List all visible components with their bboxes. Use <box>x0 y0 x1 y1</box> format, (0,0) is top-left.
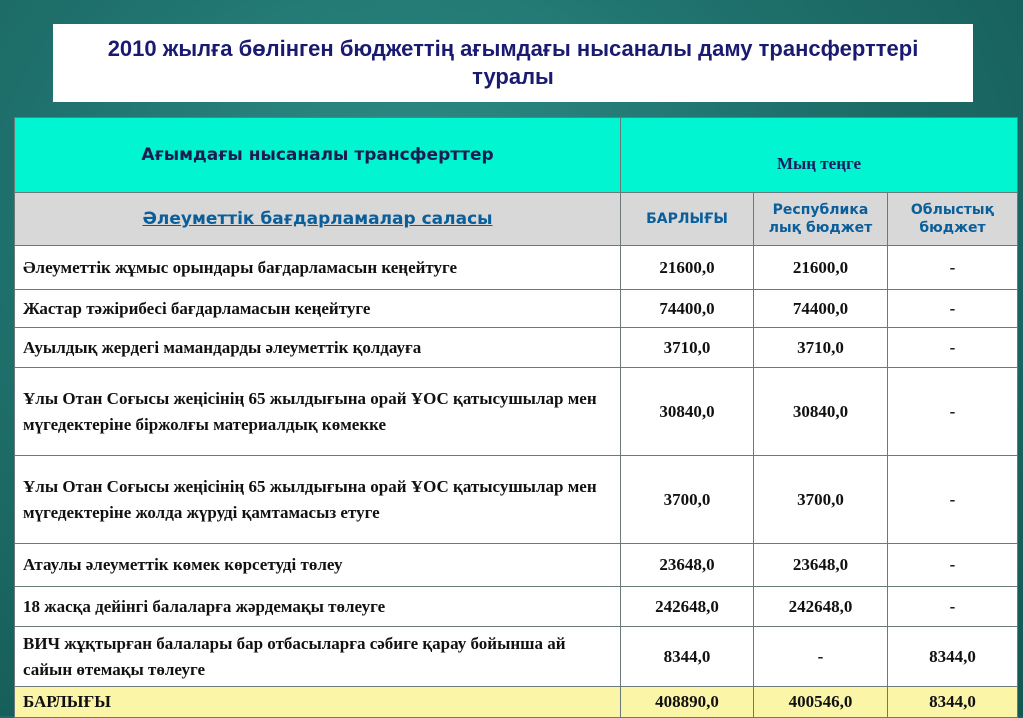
row-oblast: - <box>888 587 1018 627</box>
transfers-table <box>14 117 1018 718</box>
table-row <box>15 246 1018 290</box>
total-row <box>15 687 1018 718</box>
total-total: 408890,0 <box>621 687 754 718</box>
row-label: Ауылдық жердегі мамандарды әлеуметтік қолдауға <box>15 328 621 368</box>
row-label: Ұлы Отан Соғысы жеңісінің 65 жылдығына орай ҰОС қатысушылар мен мүгедектеріне жолда жүруді қамтамасыз етуге <box>15 456 621 544</box>
row-republic: 3710,0 <box>754 328 888 368</box>
row-republic: 21600,0 <box>754 246 888 290</box>
row-label: 18 жасқа дейінгі балаларға жәрдемақы төлеуге <box>15 587 621 627</box>
section-title: Әлеуметтік бағдарламалар саласы <box>15 193 621 246</box>
row-oblast: - <box>888 328 1018 368</box>
col-header-republic: Республика лық бюджет <box>754 193 888 246</box>
row-total: 8344,0 <box>621 627 754 687</box>
row-oblast: 8344,0 <box>888 627 1018 687</box>
row-total: 3710,0 <box>621 328 754 368</box>
col-header-total: БАРЛЫҒЫ <box>621 193 754 246</box>
table-row <box>15 368 1018 456</box>
table-row <box>15 587 1018 627</box>
row-republic: 23648,0 <box>754 544 888 587</box>
row-republic: - <box>754 627 888 687</box>
row-republic: 3700,0 <box>754 456 888 544</box>
row-label: ВИЧ жұқтырған балалары бар отбасыларға сәбиге қарау бойынша ай сайын өтемақы төлеуге <box>15 627 621 687</box>
row-oblast: - <box>888 456 1018 544</box>
row-oblast: - <box>888 290 1018 328</box>
total-oblast: 8344,0 <box>888 687 1018 718</box>
row-total: 30840,0 <box>621 368 754 456</box>
row-total: 74400,0 <box>621 290 754 328</box>
title-line-2: туралы <box>472 64 554 89</box>
table-row <box>15 328 1018 368</box>
total-republic: 400546,0 <box>754 687 888 718</box>
row-total: 21600,0 <box>621 246 754 290</box>
row-total: 23648,0 <box>621 544 754 587</box>
row-republic: 30840,0 <box>754 368 888 456</box>
table-row <box>15 544 1018 587</box>
row-republic: 242648,0 <box>754 587 888 627</box>
table-header-row <box>15 118 1018 193</box>
row-oblast: - <box>888 544 1018 587</box>
row-label: Жастар тәжірибесі бағдарламасын кеңейтуге <box>15 290 621 328</box>
table-row <box>15 290 1018 328</box>
header-unit: Мың теңге <box>621 118 1018 193</box>
row-oblast: - <box>888 246 1018 290</box>
table-subheader-row <box>15 193 1018 246</box>
table-row <box>15 627 1018 687</box>
row-total: 242648,0 <box>621 587 754 627</box>
row-label: Ұлы Отан Соғысы жеңісінің 65 жылдығына орай ҰОС қатысушылар мен мүгедектеріне біржолғы материалдық көмекке <box>15 368 621 456</box>
row-label: Атаулы әлеуметтік көмек көрсетуді төлеу <box>15 544 621 587</box>
row-label: Әлеуметтік жұмыс орындары бағдарламасын кеңейтуге <box>15 246 621 290</box>
total-label: БАРЛЫҒЫ <box>15 687 621 718</box>
row-total: 3700,0 <box>621 456 754 544</box>
header-main: Ағымдағы нысаналы трансферттер <box>15 118 621 193</box>
col-header-oblast: Облыстық бюджет <box>888 193 1018 246</box>
row-oblast: - <box>888 368 1018 456</box>
table-row <box>15 456 1018 544</box>
row-republic: 74400,0 <box>754 290 888 328</box>
title-line-1: 2010 жылға бөлінген бюджеттің ағымдағы нысаналы даму трансферттері <box>107 36 919 61</box>
title-box <box>53 24 973 102</box>
